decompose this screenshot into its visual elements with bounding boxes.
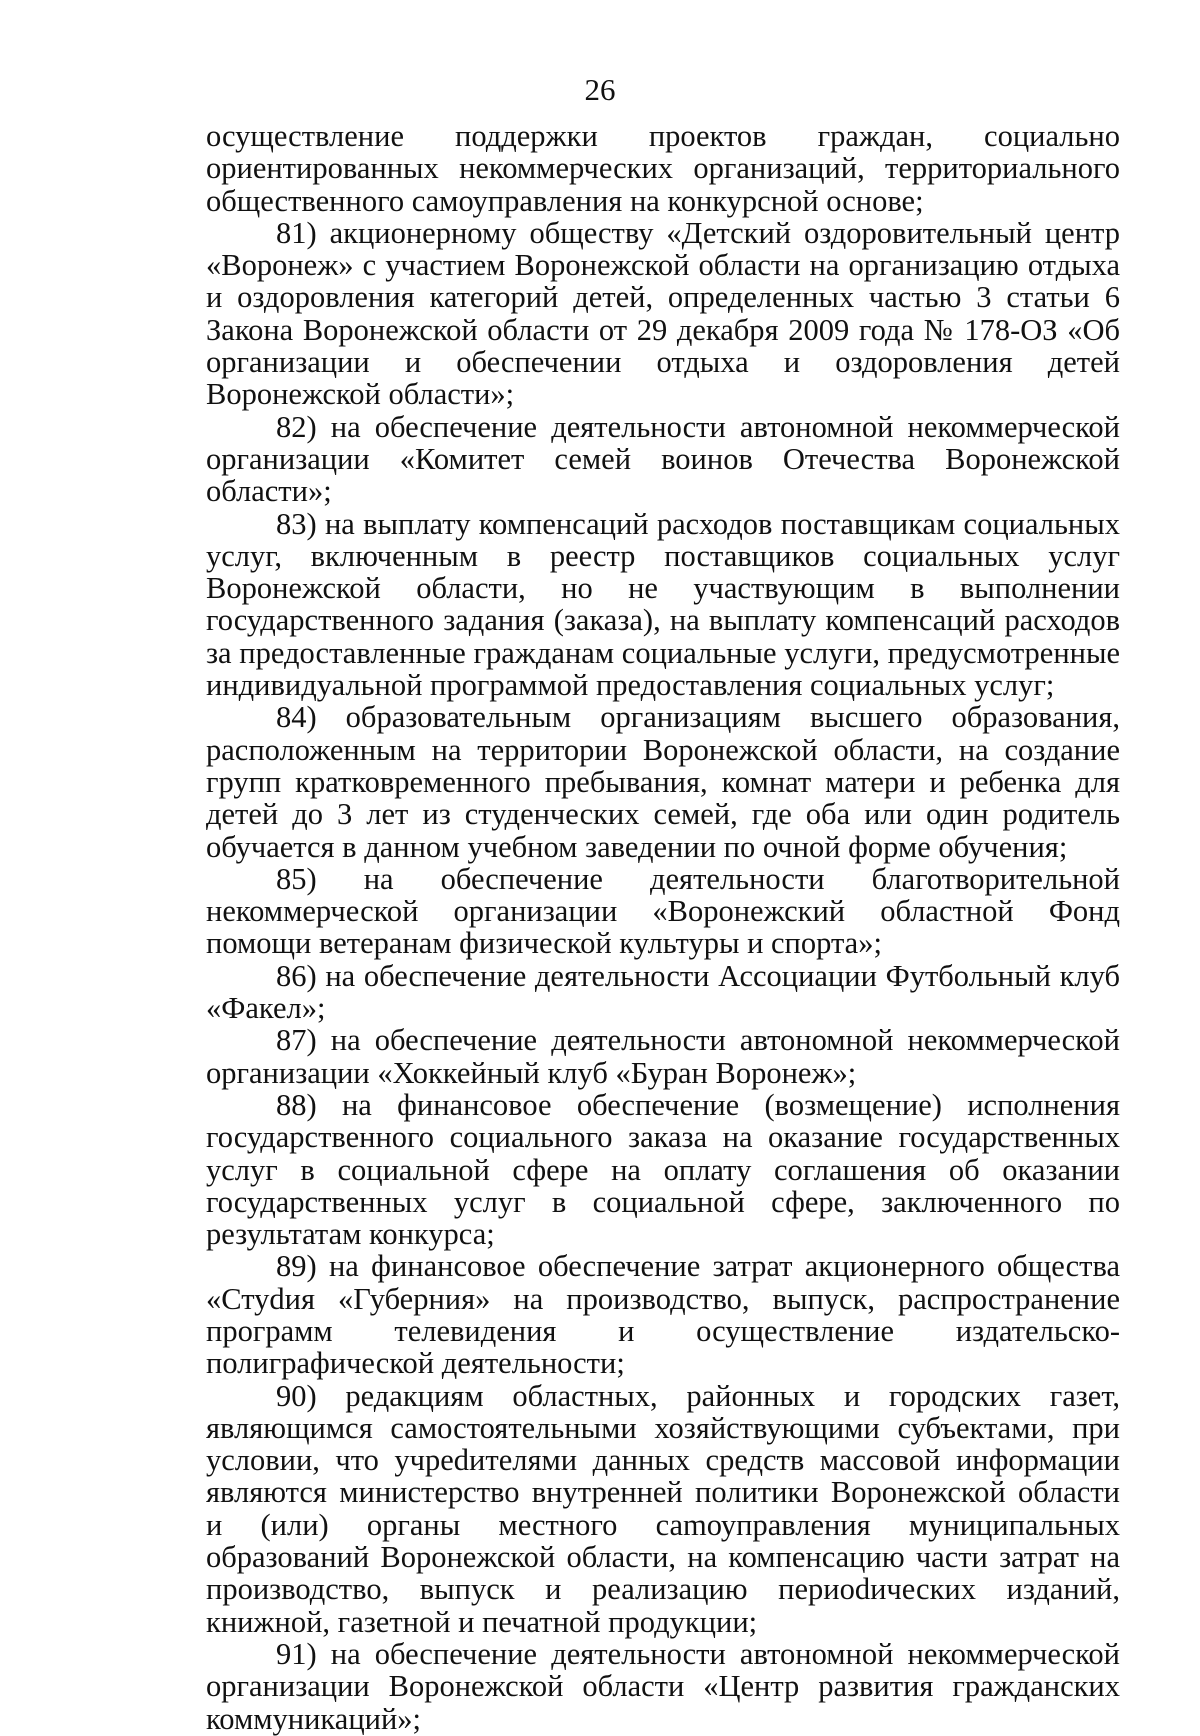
list-item-81: 81) акционерному обществу «Детский оздоровительный центр «Воронеж» с участием Воронежской области на организацию отдыха и оздоровления категорий детей, определенных частью 3 статьи 6 Закона Воронежской области от 29 декабря 2009 года № 178-ОЗ «Об организации и обеспечении отдыха и оздоровления детей Воронежской области»; <box>206 215 1120 412</box>
paragraph-continuation: осуществление поддержки проектов граждан, социально ориентированных некоммерческих организаций, территориального общественного самоуправления на конкурсной основе; <box>206 119 1120 218</box>
list-item-91: 91) на обеспечение деятельности автономной некоммерческой организации Воронежской области «Центр развития гражданских коммуникаций»; <box>206 1636 1120 1736</box>
list-item-87: 87) на обеспечение деятельности автономной некоммерческой организации «Хоккейный клуб «Буран Воронеж»; <box>206 1023 1120 1090</box>
list-item-85: 85) на обеспечение деятельности благотворительной некоммерческой организации «Воронежский областной Фонд помощи ветеранам физической культуры и спорта»; <box>206 861 1120 961</box>
list-item-83: 83) на выплату компенсаций расходов поставщикам социальных услуг, включенным в реестр поставщиков социальных услуг Воронежской области, но не участвующим в выполнении государственного задания (заказа), на выплату компенсаций расходов за предоставленные гражданам социальные услуги, предусмотренные индивидуальной программой предоставления социальных услуг; <box>206 506 1120 703</box>
document-body <box>206 120 1120 1735</box>
list-item-84: 84) образовательным организациям высшего образования, расположенным на территории Воронежской области, на создание групп кратковременного пребывания, комнат матери и ребенка для детей до 3 лет из студенческих семей, где оба или один родитель обучается в данном учебном заведении по очной форме обучения; <box>206 700 1120 864</box>
list-item-82: 82) на обеспечение деятельности автономной некоммерческой организации «Комитет семей воинов Отечества Воронежской области»; <box>206 409 1120 509</box>
list-item-88: 88) на финансовое обеспечение (возмещение) исполнения государственного социального заказа на оказание государственных услуг в социальной сфере на оплату соглашения об оказании государственных услуг в социальной сфере, заключенного по результатам конкурса; <box>206 1087 1120 1252</box>
list-item-90: 90) редакциям областных, районных и городских газет, являющимся самостоятельными хозяйствующими субъектами, при условии, что учреdителями данных средств массовой информации являются министерство внутренней политики Воронежской области и (или) органы местного саmоуправления муниципальных образований Воронежской области, на компенсацию части затрат на производство, выпуск и реализацию периоdических изданий, книжной, газетной и печатной продукции; <box>206 1378 1120 1639</box>
page-number: 26 <box>584 72 616 107</box>
list-item-86: 86) на обеспечение деятельности Ассоциации Футбольный клуб «Факел»; <box>206 958 1120 1026</box>
list-item-89: 89) на финансовое обеспечение затрат акционерного общества «Стуdия «Губерния» на производство, выпуск, распространение программ телевидения и осуществление издательско-полиграфической деятельности; <box>206 1249 1120 1381</box>
